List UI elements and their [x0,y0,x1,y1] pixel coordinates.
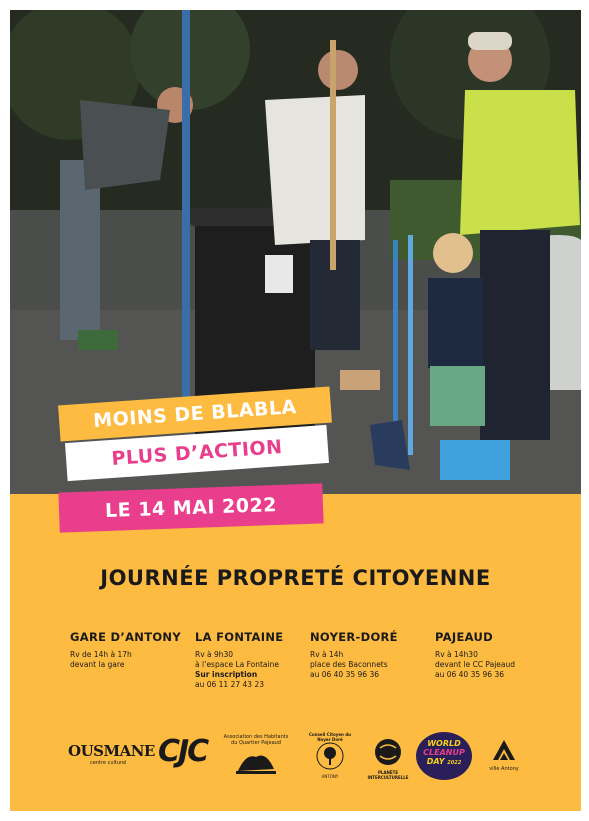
ville-antony-logo [484,738,524,772]
antony-emblem-icon [491,738,517,762]
location-pajeaud [435,630,565,680]
location-name: LA FONTAINE [195,630,284,644]
location-line: Rv de 14h à 17h [70,650,132,659]
wcd-year: 2022 [447,760,462,766]
conseil-logo-text: Conseil Citoyen du Noyer Doré [309,732,351,742]
location-name: GARE D’ANTONY [70,630,181,644]
location-line: à l’espace La Fontaine [195,660,279,669]
location-details [195,650,325,690]
world-cleanup-day-logo [416,732,472,780]
association-pajeaud-logo [220,734,292,779]
conseil-logo-subtitle: ANTONY [321,774,339,779]
location-line: au 06 40 35 96 36 [435,670,504,679]
wcd-line2: CLEANUP [423,748,465,757]
planete-logo-text: PLANÈTE INTERCULTURELLE [367,770,409,780]
location-line: Rv à 14h [310,650,344,659]
wcd-line1: WORLD [427,739,461,748]
location-gare-antony [70,630,200,670]
poster [10,10,581,811]
banner-plus-d-action: PLUS D’ACTION [65,425,329,481]
ousmane-sy-logo [68,742,155,766]
planete-interculturelle-logo [362,738,414,780]
banner-moins-de-blabla: MOINS DE BLABLA [58,387,332,442]
location-noyer-dore [310,630,440,680]
partner-logos [10,728,581,798]
location-line: devant le CC Pajeaud [435,660,516,669]
wcd-day-text: DAY [426,757,445,766]
association-logo-line2: du Quartier Pajeaud [231,740,281,746]
ousmane-logo-subtitle: centre culturel [90,760,127,766]
wcd-line3 [416,757,472,768]
location-la-fontaine [195,630,325,690]
location-line: place des Baconnets [310,660,388,669]
location-details [435,650,565,680]
location-line: au 06 40 35 96 36 [310,670,379,679]
location-line-registration: Sur inscription [195,670,258,679]
ousmane-logo-text: OUSMANE [68,742,155,760]
location-details [70,650,200,670]
association-emblem-icon [236,749,276,775]
association-logo-line1: Association des Habitants [223,734,289,740]
location-name: NOYER-DORÉ [310,630,398,644]
location-line: Rv à 9h30 [195,650,234,659]
ville-antony-text: ville Antony [489,766,519,772]
location-details [310,650,440,680]
banner-date: LE 14 MAI 2022 [58,483,323,532]
conseil-citoyen-logo [302,732,358,779]
globe-icon [374,738,402,766]
location-line: devant la gare [70,660,125,669]
location-phone: au 06 11 27 43 23 [195,680,264,689]
location-line: Rv à 14h30 [435,650,478,659]
tree-icon [316,742,344,770]
location-name: PAJEAUD [435,630,493,644]
cjc-logo: CJC [158,734,208,769]
event-title: JOURNÉE PROPRETÉ CITOYENNE [100,566,491,590]
